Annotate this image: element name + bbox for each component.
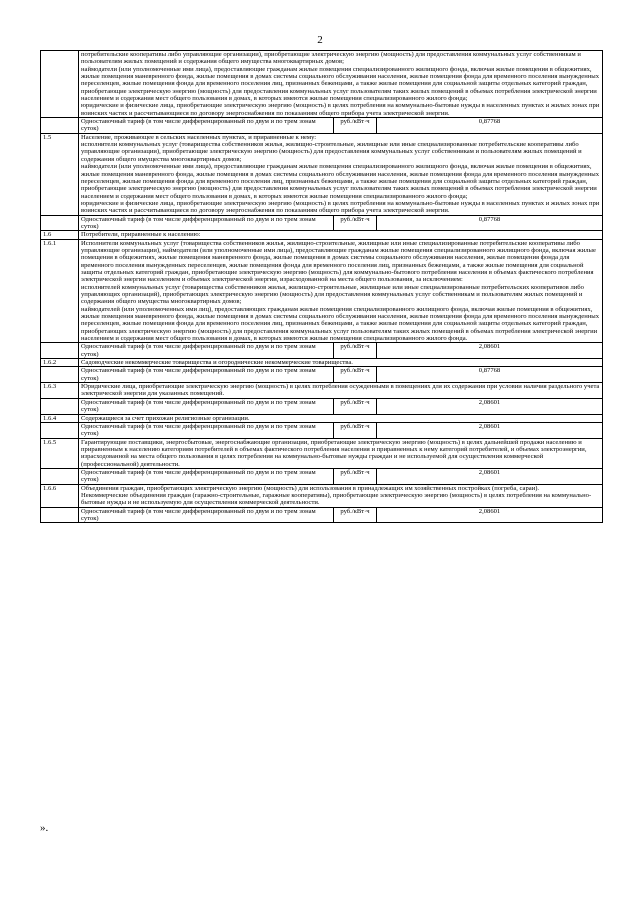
section-row bbox=[41, 51, 603, 118]
tariff-value: 0,87768 bbox=[377, 215, 603, 231]
row-description bbox=[79, 239, 603, 343]
tariff-label: Одноставочный тариф (в том числе дифференцированный по двум и по трем зонам суток) bbox=[79, 468, 334, 484]
row-number: 1.6.4 bbox=[41, 414, 79, 422]
tariff-label: Одноставочный тариф (в том числе дифференцированный по двум и по трем зонам суток) bbox=[79, 343, 334, 359]
row-description bbox=[79, 133, 603, 215]
tariff-unit: руб./кВт·ч bbox=[334, 468, 377, 484]
tariff-unit: руб./кВт·ч bbox=[334, 507, 377, 523]
row-number: 1.6.5 bbox=[41, 438, 79, 468]
tariff-unit: руб./кВт·ч bbox=[334, 422, 377, 438]
tariff-unit: руб./кВт·ч bbox=[334, 398, 377, 414]
tariff-row bbox=[41, 507, 603, 523]
tariff-label: Одноставочный тариф (в том числе дифференцированный по двум и по трем зонам суток) bbox=[79, 507, 334, 523]
tariff-unit: руб./кВт·ч bbox=[334, 343, 377, 359]
tariff-value: 0,87768 bbox=[377, 367, 603, 383]
closing-quote: ». bbox=[40, 822, 49, 834]
row-number: 1.6.1 bbox=[41, 239, 79, 343]
row-number: 1.5 bbox=[41, 133, 79, 215]
section-row bbox=[41, 239, 603, 343]
row-number: 1.6.3 bbox=[41, 383, 79, 399]
tariff-row bbox=[41, 398, 603, 414]
empty-number-cell bbox=[41, 422, 79, 438]
row-description bbox=[79, 484, 603, 507]
section-row bbox=[41, 383, 603, 399]
row-number: 1.6.2 bbox=[41, 359, 79, 367]
section-row bbox=[41, 133, 603, 215]
tariff-label: Одноставочный тариф (в том числе дифференцированный по двум и по трем зонам суток) bbox=[79, 118, 334, 134]
tariff-row bbox=[41, 468, 603, 484]
description-paragraph: Некоммерческие объединения граждан (гаражно-строительные, гаражные кооперативы), приобретающие электрическую энергию (мощность) в целях потребления на коммунально-бытовые нужды и не используемую для осуществления коммерческой деятельности. bbox=[81, 491, 592, 507]
description-paragraph: наймодатели (или уполномоченные ими лица), предоставляющие гражданам жилые помещения специализированного жилищного фонда, включая жилые помещения в общежитиях, жилые помещения маневренного фонда, жилые помещения в домах системы социального обслуживания населения, жилые помещения фонда для временного поселения вынужденных переселенцев, жилые помещения фонда для временного поселения лиц, признанных беженцами, а также жилые помещения для социальной защиты отдельных категорий граждан, приобретающие электрическую энергию (мощность) для предоставления коммунальных услуг пользователям таких жилых помещений в объемах потребления электрической энергии населением и содержания мест общего пользования в домах, в которых имеются жилые помещения специализированного жилого фонда; bbox=[81, 65, 599, 103]
row-description bbox=[79, 414, 603, 422]
empty-number-cell bbox=[41, 118, 79, 134]
description-paragraph: потребительские кооперативы либо управляющие организации), приобретающие электрическую энергию (мощность) для предоставления коммунальных услуг собственникам и пользователям жилых помещений и содержания общего имущества многоквартирных домов; bbox=[81, 51, 581, 66]
description-paragraph: Население, проживающее в сельских населенных пунктах, и приравненные к нему: bbox=[81, 133, 317, 141]
section-row bbox=[41, 359, 603, 367]
tariff-table bbox=[40, 50, 603, 523]
tariff-value: 2,08601 bbox=[377, 507, 603, 523]
tariff-row bbox=[41, 343, 603, 359]
empty-number-cell bbox=[41, 507, 79, 523]
section-row bbox=[41, 414, 603, 422]
description-paragraph: Садоводческие некоммерческие товарищества и огороднические некоммерческие товарищества. bbox=[81, 359, 353, 367]
description-paragraph: юридические и физические лица, приобретающие электрическую энергию (мощность) в целях потребления на коммунально-бытовые нужды в населенных пунктах и жилых зонах при воинских частях и рассчитывающиеся по договору энергоснабжения по показаниям общего прибора учета электрической энергии. bbox=[81, 199, 600, 215]
empty-number-cell bbox=[41, 367, 79, 383]
tariff-value: 2,08601 bbox=[377, 343, 603, 359]
tariff-label: Одноставочный тариф (в том числе дифференцированный по двум и по трем зонам суток) bbox=[79, 215, 334, 231]
section-row bbox=[41, 438, 603, 468]
tariff-value: 2,08601 bbox=[377, 398, 603, 414]
tariff-row bbox=[41, 118, 603, 134]
description-paragraph: исполнителей коммунальных услуг (товарищества собственников жилья, жилищно-строительные, жилищные или иные специализированные потребительских кооперативов либо управляющих организаций), приобретающих электрическую энергию (мощность) для предоставления коммунальных услуг собственникам и пользователям жилых помещений и содержания общего имущества многоквартирных домов; bbox=[81, 283, 584, 306]
description-paragraph: Юридические лица, приобретающие электрическую энергию (мощность) в целях потребления осужденными в помещениях для их содержания при условии наличия раздельного учета электрической энергии для указанных помещений. bbox=[81, 383, 600, 398]
row-number: 1.6.6 bbox=[41, 484, 79, 507]
tariff-row bbox=[41, 367, 603, 383]
tariff-row bbox=[41, 422, 603, 438]
tariff-value: 0,87768 bbox=[377, 118, 603, 134]
tariff-label: Одноставочный тариф (в том числе дифференцированный по двум и по трем зонам суток) bbox=[79, 398, 334, 414]
description-paragraph: Исполнители коммунальных услуг (товарищества собственников жилья, жилищно-строительные, жилищные или иные специализированные потребительские кооперативы либо управляющие организации), наймодатели (или уполномоченные ими лица), предоставляющие гражданам жилые помещения специализированного жилищного фонда, включая жилые помещения в общежитиях, жилые помещения маневренного фонда, жилые помещения в домах системы социального обслуживания населения, жилые помещения фонда для временного поселения вынужденных переселенцев, жилые помещения фонда для временного поселения лиц, признанных беженцами, а также жилые помещения для социальной защиты отдельных категорий граждан, приобретающие электрическую энергию (мощность) для коммунально-бытового потребления населения в объемах фактического потребления электрической энергии населением и объемах электрической энергии, израсходованной на места общего пользования, за исключением: bbox=[81, 239, 596, 284]
description-paragraph: исполнители коммунальных услуг (товарищества собственников жилья, жилищно-строительные, жилищные или иные специализированные потребительские кооперативы либо управляющие организации), приобретающие электрическую энергию (мощность) для предоставления коммунальных услуг собственникам и пользователям жилых помещений и содержания общего имущества многоквартирных домов; bbox=[81, 141, 582, 163]
description-paragraph: Объединения граждан, приобретающих электрическую энергию (мощность) для использования в принадлежащих им хозяйственных постройках (погреба, сараи). bbox=[81, 484, 540, 492]
tariff-label: Одноставочный тариф (в том числе дифференцированный по двум и по трем зонам суток) bbox=[79, 367, 334, 383]
description-paragraph: Потребители, приравненные к населению: bbox=[81, 231, 201, 239]
empty-number-cell bbox=[41, 343, 79, 359]
tariff-unit: руб./кВт·ч bbox=[334, 118, 377, 134]
description-paragraph: наймодателей (или уполномоченных ими лиц), предоставляющих гражданам жилые помещения специализированного жилищного фонда, включая жилые помещения в общежитиях, жилые помещения маневренного фонда, жилые помещения в домах системы социального обслуживания населения, жилые помещения фонда для временного поселения вынужденных переселенцев, жилые помещения фонда для временного поселения лиц, признанных беженцами, а также жилые помещения для социальной защиты отдельных категорий граждан, приобретающих электрическую энергию (мощность) для предоставления коммунальных услуг пользователям таких жилых помещений в объемах потребления электрической энергии населением и содержания мест общего пользования в домах, в которых имеются жилые помещения специализированного жилого фонда. bbox=[81, 305, 599, 343]
row-description bbox=[79, 383, 603, 399]
tariff-unit: руб./кВт·ч bbox=[334, 367, 377, 383]
row-number: 1.6 bbox=[41, 231, 79, 239]
row-number bbox=[41, 51, 79, 118]
row-description bbox=[79, 359, 603, 367]
row-description bbox=[79, 438, 603, 468]
tariff-row bbox=[41, 215, 603, 231]
description-paragraph: юридические и физические лица, приобретающие электрическую энергию (мощность) в целях потребления на коммунально-бытовые нужды в населенных пунктах и жилых зонах при воинских частях и рассчитывающиеся по договору энергоснабжения по показаниям общего прибора учета электрической энергии. bbox=[81, 102, 600, 117]
tariff-value: 2,08601 bbox=[377, 422, 603, 438]
page-number: 2 bbox=[317, 34, 323, 46]
tariff-unit: руб./кВт·ч bbox=[334, 215, 377, 231]
empty-number-cell bbox=[41, 215, 79, 231]
tariff-value: 2,08601 bbox=[377, 468, 603, 484]
empty-number-cell bbox=[41, 398, 79, 414]
row-description bbox=[79, 51, 603, 118]
tariff-label: Одноставочный тариф (в том числе дифференцированный по двум и по трем зонам суток) bbox=[79, 422, 334, 438]
row-description bbox=[79, 231, 603, 239]
section-row bbox=[41, 231, 603, 239]
section-row bbox=[41, 484, 603, 507]
description-paragraph: наймодатели (или уполномоченные ими лица), предоставляющие гражданам жилые помещения специализированного жилищного фонда, включая жилые помещения в общежитиях, жилые помещения маневренного фонда, жилые помещения в домах системы социального обслуживания населения, жилые помещения фонда для временного поселения вынужденных переселенцев, жилые помещения фонда для временного поселения лиц, признанных беженцами, а также жилые помещения для социальной защиты отдельных категорий граждан, приобретающие электрическую энергию (мощность) для предоставления коммунальных услуг пользователям таких жилых помещений в объемах потребления электрической энергии населением и содержания мест общего пользования в домах, в которых имеются жилые помещения специализированного жилого фонда; bbox=[81, 163, 599, 200]
description-paragraph: Содержащиеся за счет прихожан религиозные организации. bbox=[81, 414, 250, 422]
empty-number-cell bbox=[41, 468, 79, 484]
description-paragraph: Гарантирующие поставщики, энергосбытовые, энергоснабжающие организации, приобретающие электрическую энергию (мощность) в целях дальнейшей продажи населению и приравненным к населению категориям потребителей в объемах фактического потребления населения и приравненных к нему категорий потребителей, и объемах электроэнергии, израсходованной на места общего пользования в целях потребления на коммунально-бытовые нужды граждан и не используемой для осуществления коммерческой (профессиональной) деятельности. bbox=[81, 438, 587, 468]
tariff-table-body bbox=[41, 51, 603, 523]
